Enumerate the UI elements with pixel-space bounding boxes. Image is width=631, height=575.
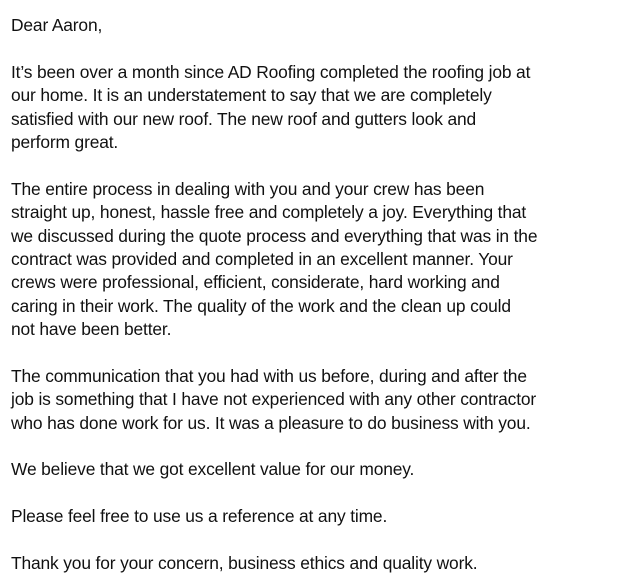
paragraph-line: perform great. bbox=[11, 131, 119, 152]
paragraph-line: We believe that we got excellent value for our money. bbox=[11, 459, 415, 480]
paragraph-line: satisfied with our new roof. The new roof and gutters look and bbox=[11, 108, 477, 129]
paragraph-line: Thank you for your concern, business ethics and quality work. bbox=[11, 552, 478, 573]
paragraph-line: crews were professional, efficient, considerate, hard working and bbox=[11, 272, 500, 293]
paragraph-gap bbox=[11, 154, 627, 177]
paragraph-line: It’s been over a month since AD Roofing completed the roofing job at bbox=[11, 61, 531, 82]
paragraph-line: our home. It is an understatement to say that we are completely bbox=[11, 85, 492, 106]
paragraph-gap bbox=[11, 482, 627, 505]
paragraph-line: caring in their work. The quality of the work and the clean up could bbox=[11, 295, 511, 316]
paragraph-line: job is something that I have not experienced with any other contractor bbox=[11, 389, 537, 410]
paragraph-line: Please feel free to use us a reference at any time. bbox=[11, 506, 388, 527]
letter-body bbox=[11, 14, 627, 575]
greeting: Dear Aaron, bbox=[11, 15, 103, 35]
paragraph-line: who has done work for us. It was a pleasure to do business with you. bbox=[11, 412, 531, 433]
paragraph-gap bbox=[11, 341, 627, 364]
paragraph-line: not have been better. bbox=[11, 319, 172, 340]
paragraph-gap bbox=[11, 435, 627, 458]
paragraph-6 bbox=[11, 552, 627, 575]
paragraph-line: straight up, honest, hassle free and completely a joy. Everything that bbox=[11, 202, 527, 223]
paragraph-5 bbox=[11, 505, 627, 528]
paragraph-line: we discussed during the quote process and everything that was in the bbox=[11, 225, 538, 246]
paragraph-gap bbox=[11, 529, 627, 552]
paragraph-1 bbox=[11, 61, 627, 155]
paragraph-line: contract was provided and completed in an excellent manner. Your bbox=[11, 248, 513, 269]
paragraph-line: The communication that you had with us before, during and after the bbox=[11, 365, 527, 386]
paragraph-3 bbox=[11, 365, 627, 435]
paragraph-2 bbox=[11, 178, 627, 342]
paragraph-line: The entire process in dealing with you and your crew has been bbox=[11, 178, 485, 199]
paragraph-gap bbox=[11, 37, 627, 60]
paragraph-4 bbox=[11, 458, 627, 481]
